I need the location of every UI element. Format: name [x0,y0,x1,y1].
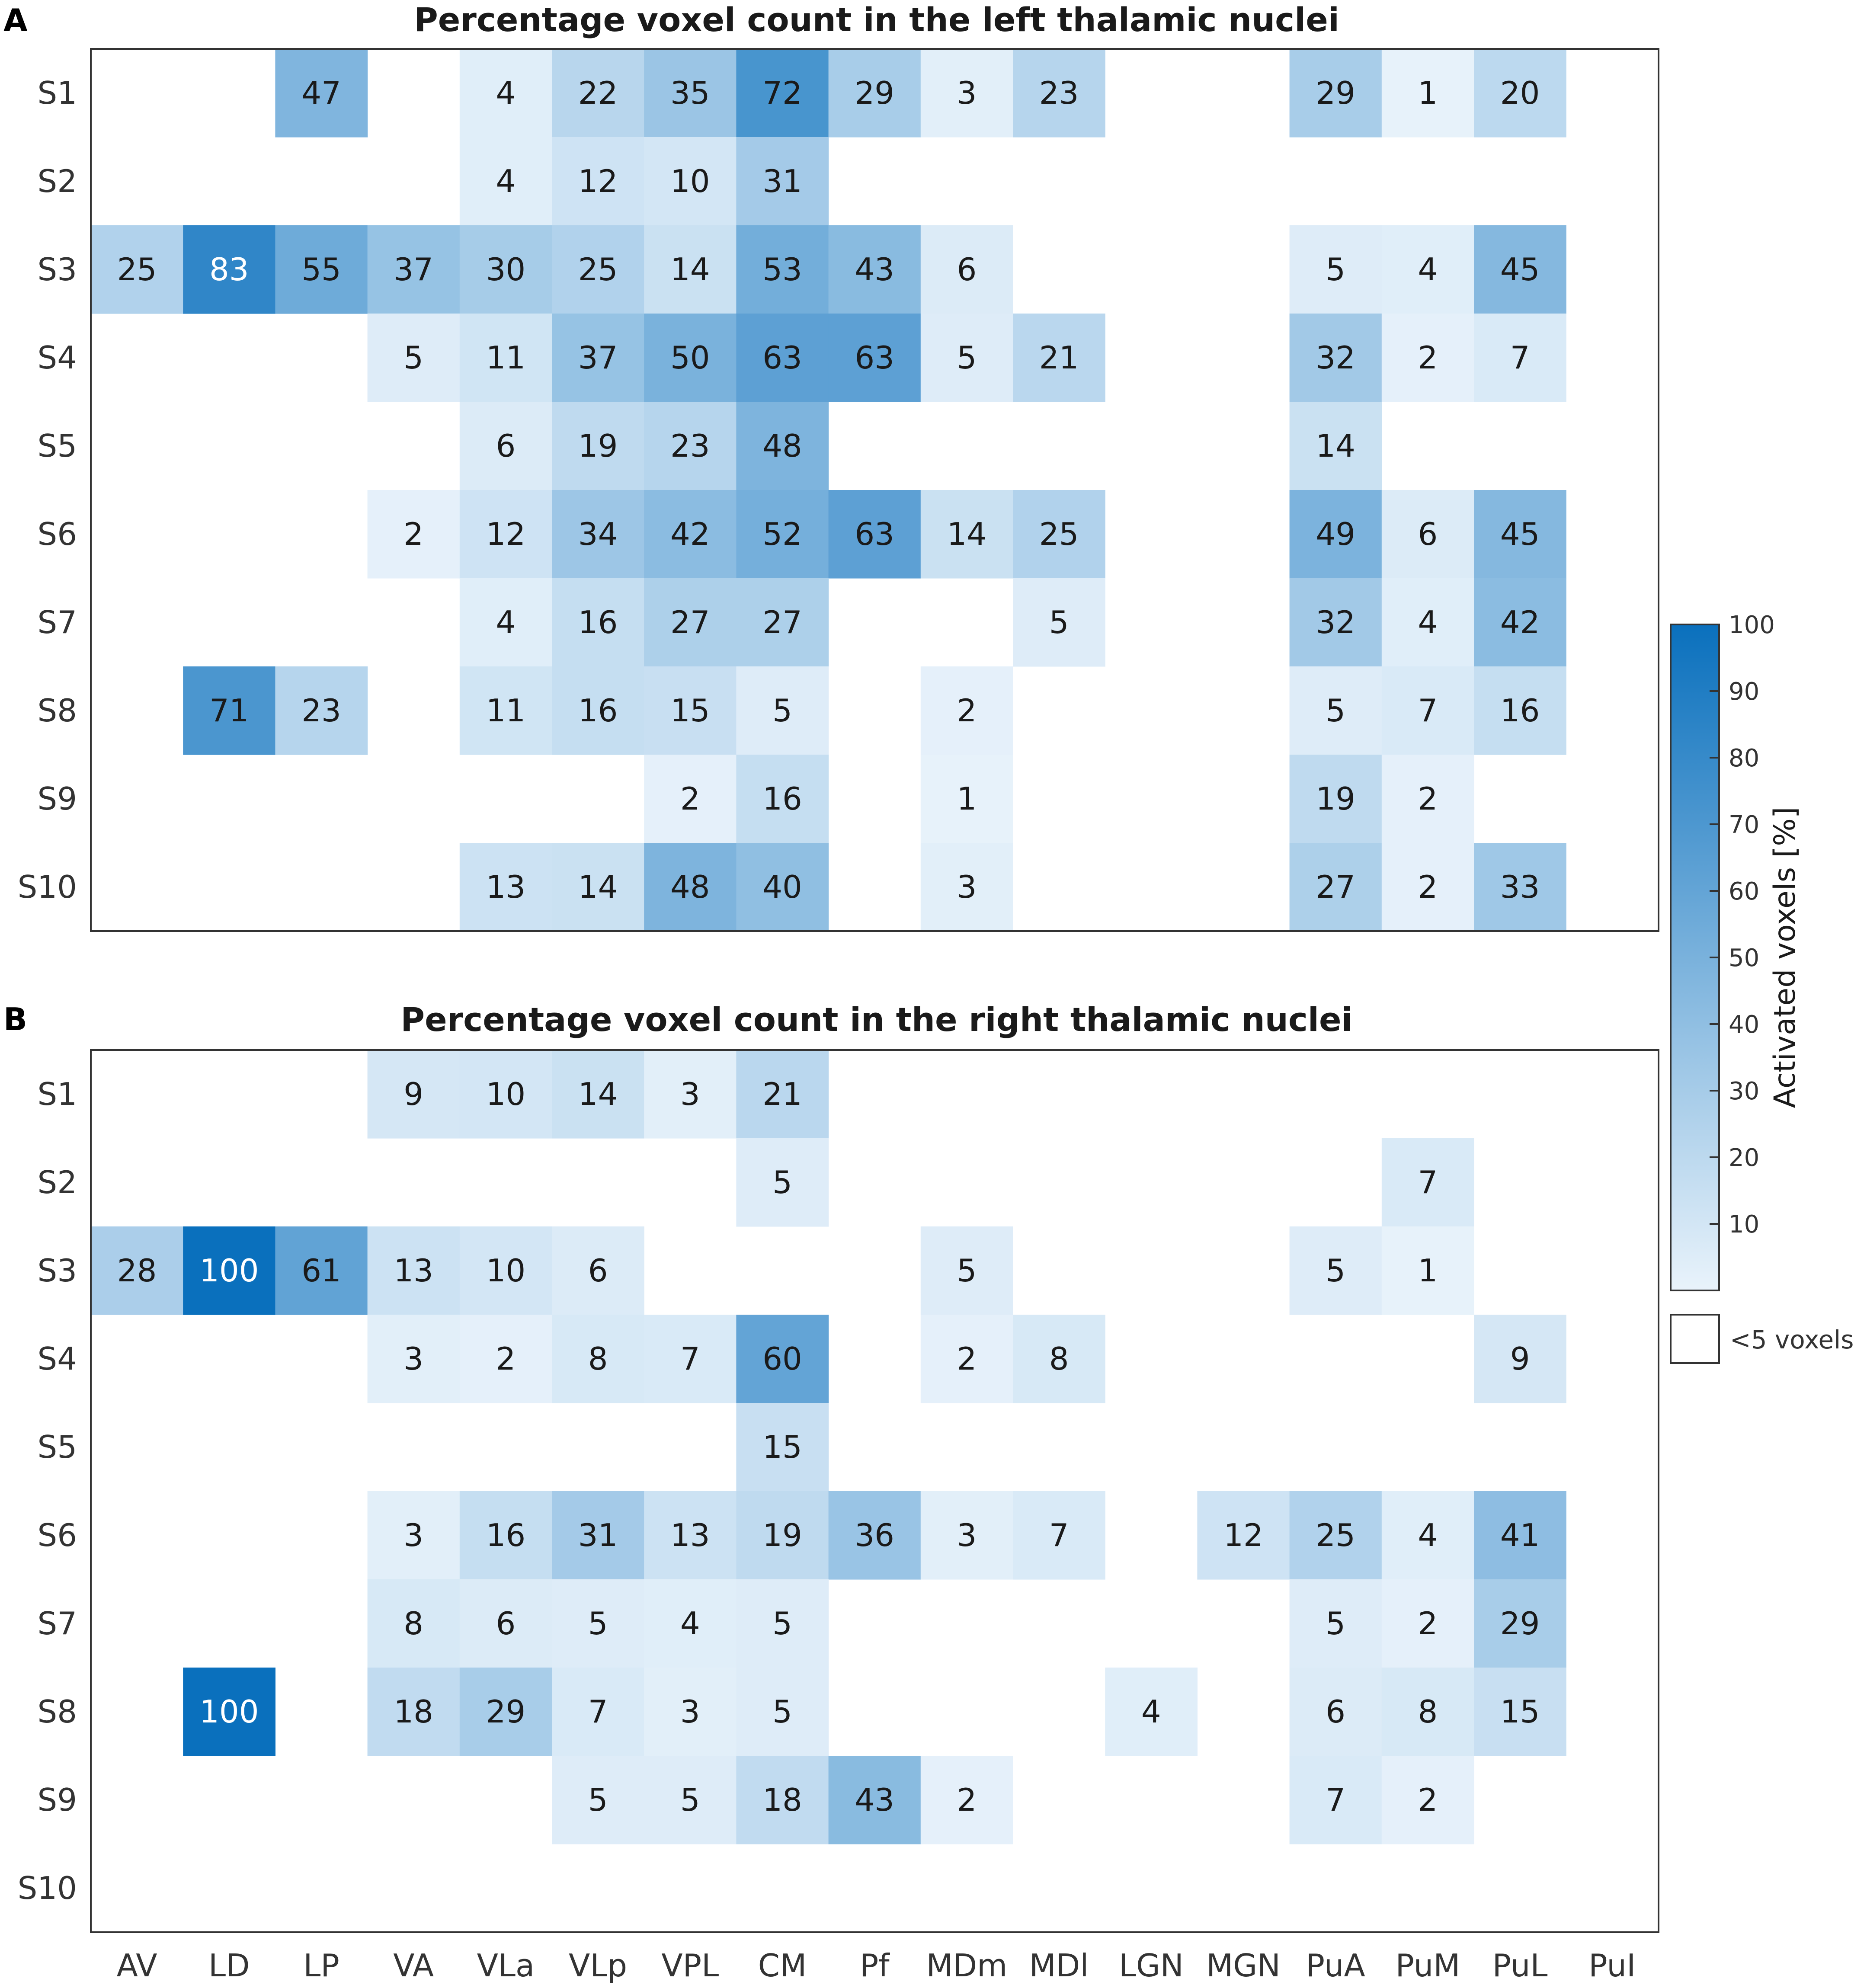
cell-value-label: 37 [578,339,618,376]
cell-value-label: 8 [588,1341,608,1377]
cell-value-label: 3 [680,1693,700,1730]
cell-value-label: 7 [588,1693,608,1730]
cell-value-label: 1 [1418,75,1438,111]
row-label: S8 [37,692,77,729]
cell-value-label: 10 [670,163,710,199]
cell-value-label: 16 [486,1517,526,1553]
cell-value-label: 32 [1316,604,1356,640]
cell-value-label: 10 [486,1076,526,1112]
cell-value-label: 7 [1049,1517,1069,1553]
cell-value-label: 5 [1326,1605,1346,1642]
cell-value-label: 25 [117,251,157,288]
column-label: VA [393,1947,434,1984]
cell-value-label: 3 [957,1517,977,1553]
cell-value-label: 4 [496,163,516,199]
cell-value-label: 18 [762,1782,802,1818]
cell-value-label: 15 [1500,1693,1540,1730]
cell-value-label: 4 [496,75,516,111]
row-label: S6 [37,516,77,552]
cell-value-label: 3 [957,75,977,111]
chart-title-left: Percentage voxel count in the left thalamic nuclei [414,0,1339,39]
cell-value-label: 16 [578,692,618,729]
cell-value-label: 27 [1316,869,1356,905]
cell-value-label: 6 [496,428,516,464]
cell-value-label: 19 [1316,781,1356,817]
cell-value-label: 60 [762,1341,802,1377]
cell-value-label: 3 [680,1076,700,1112]
cell-value-label: 23 [670,428,710,464]
cell-value-label: 43 [855,1782,895,1818]
cell-value-label: 13 [670,1517,710,1553]
cell-value-label: 50 [670,339,710,376]
cell-value-label: 4 [1141,1693,1161,1730]
cell-value-label: 11 [486,339,526,376]
cell-value-label: 7 [1326,1782,1346,1818]
cell-value-label: 5 [1326,1252,1346,1289]
row-label: S1 [37,75,77,111]
cell-value-label: 23 [1039,75,1079,111]
cell-value-label: 5 [772,1693,792,1730]
colorbar-tick-label: 10 [1729,1210,1760,1239]
cell-value-label: 3 [404,1341,424,1377]
row-label: S7 [37,1605,77,1642]
panel-letter-a: A [3,2,28,38]
cell-value-label: 5 [772,692,792,729]
cell-value-label: 29 [1500,1605,1540,1642]
column-label: Pf [859,1947,890,1984]
row-label: S9 [37,1782,77,1818]
cell-value-label: 3 [404,1517,424,1553]
cell-value-label: 2 [496,1341,516,1377]
row-labels [18,75,77,1906]
cell-value-label: 53 [762,251,802,288]
cell-value-label: 33 [1500,869,1540,905]
cell-value-label: 49 [1316,516,1356,552]
cell-value-label: 4 [1418,1517,1438,1553]
row-label: S7 [37,604,77,640]
cell-value-label: 36 [855,1517,895,1553]
cell-value-label: 29 [855,75,895,111]
cell-value-label: 40 [762,869,802,905]
cell-value-label: 21 [1039,339,1079,376]
cell-value-label: 37 [394,251,434,288]
colorbar-tick-label: 20 [1729,1144,1760,1172]
cell-value-label: 42 [1500,604,1540,640]
cell-value-label: 42 [670,516,710,552]
column-label: CM [758,1947,807,1984]
cell-value-label: 25 [578,251,618,288]
cell-value-label: 4 [1418,604,1438,640]
cell-value-label: 9 [1510,1341,1530,1377]
colorbar-tick-label: 40 [1729,1011,1760,1039]
cell-value-label: 16 [762,781,802,817]
row-label: S1 [37,1076,77,1112]
cell-value-label: 61 [301,1252,341,1289]
cell-value-label: 35 [670,75,710,111]
cell-value-label: 32 [1316,339,1356,376]
cell-value-label: 14 [947,516,987,552]
cell-value-label: 8 [404,1605,424,1642]
cell-value-label: 7 [1510,339,1530,376]
cell-value-label: 7 [680,1341,700,1377]
row-label: S4 [37,339,77,376]
cell-value-label: 63 [855,516,895,552]
cell-value-label: 2 [1418,1782,1438,1818]
cell-value-label: 3 [957,869,977,905]
column-label: PuA [1306,1947,1365,1984]
colorbar-tick-label: 80 [1729,744,1760,772]
low-count-legend-label: <5 voxels [1730,1325,1854,1354]
cell-value-label: 2 [680,781,700,817]
cell-value-label: 48 [670,869,710,905]
cell-value-label: 34 [578,516,618,552]
cell-value-label: 6 [1326,1693,1346,1730]
panel-letter-b: B [3,1001,27,1037]
chart-title-right: Percentage voxel count in the right thalamic nuclei [400,1000,1353,1039]
cell-value-label: 15 [670,692,710,729]
row-label: S4 [37,1341,77,1377]
cell-value-label: 2 [957,1341,977,1377]
cell-value-label: 6 [957,251,977,288]
cell-value-label: 28 [117,1252,157,1289]
cell-value-label: 2 [957,692,977,729]
column-label: LP [303,1947,339,1984]
cell-value-label: 1 [1418,1252,1438,1289]
cell-value-label: 25 [1316,1517,1356,1553]
right-heatmap-cells [91,1050,1566,1844]
cell-value-label: 12 [486,516,526,552]
column-label: MGN [1206,1947,1281,1984]
column-label: PuM [1395,1947,1460,1984]
cell-value-label: 4 [680,1605,700,1642]
row-label: S2 [37,163,77,199]
cell-value-label: 12 [578,163,618,199]
row-label: S10 [17,869,77,905]
cell-value-label: 13 [394,1252,434,1289]
cell-value-label: 41 [1500,1517,1540,1553]
cell-value-label: 7 [1418,1164,1438,1200]
cell-value-label: 27 [762,604,802,640]
row-label: S2 [37,1164,77,1200]
cell-value-label: 29 [486,1693,526,1730]
cell-value-label: 63 [762,339,802,376]
cell-value-label: 22 [578,75,618,111]
cell-value-label: 47 [301,75,341,111]
row-label: S8 [37,1693,77,1730]
column-label: AV [116,1947,157,1984]
cell-value-label: 43 [855,251,895,288]
left-heatmap-cells [91,49,1566,932]
cell-value-label: 55 [301,251,341,288]
cell-value-label: 18 [394,1693,434,1730]
cell-value-label: 2 [1418,869,1438,905]
row-label: S3 [37,1252,77,1289]
cell-value-label: 7 [1418,692,1438,729]
cell-value-label: 11 [486,692,526,729]
column-label: MDm [926,1947,1008,1984]
cell-value-label: 14 [578,1076,618,1112]
colorbar-tick-label: 60 [1729,877,1760,906]
cell-value-label: 100 [199,1693,259,1730]
cell-value-label: 19 [578,428,618,464]
cell-value-label: 6 [588,1252,608,1289]
cell-value-label: 5 [1326,692,1346,729]
cell-value-label: 1 [957,781,977,817]
cell-value-label: 10 [486,1252,526,1289]
cell-value-label: 31 [578,1517,618,1553]
colorbar-tick-label: 30 [1729,1077,1760,1105]
column-label: PuI [1588,1947,1636,1984]
cell-value-label: 4 [1418,251,1438,288]
cell-value-label: 5 [957,1252,977,1289]
cell-value-label: 2 [404,516,424,552]
cell-value-label: 9 [404,1076,424,1112]
cell-value-label: 45 [1500,516,1540,552]
column-label: MDl [1029,1947,1089,1984]
cell-value-label: 8 [1049,1341,1069,1377]
row-label: S3 [37,251,77,288]
cell-value-label: 21 [762,1076,802,1112]
colorbar-tick-label: 100 [1729,611,1775,639]
cell-value-label: 8 [1418,1693,1438,1730]
cell-value-label: 2 [1418,339,1438,376]
cell-value-label: 4 [496,604,516,640]
cell-value-label: 48 [762,428,802,464]
cell-value-label: 16 [1500,692,1540,729]
cell-value-label: 5 [772,1164,792,1200]
cell-value-label: 14 [670,251,710,288]
cell-value-label: 5 [588,1782,608,1818]
cell-value-label: 31 [762,163,802,199]
cell-value-label: 16 [578,604,618,640]
row-label: S9 [37,781,77,817]
cell-value-label: 2 [1418,1605,1438,1642]
colorbar-tick-label: 70 [1729,811,1760,839]
row-label: S5 [37,1429,77,1465]
cell-value-label: 2 [1418,781,1438,817]
cell-value-label: 19 [762,1517,802,1553]
row-label: S5 [37,428,77,464]
cell-value-label: 5 [588,1605,608,1642]
cell-value-label: 5 [1049,604,1069,640]
cell-value-label: 14 [1316,428,1356,464]
cell-value-label: 83 [209,251,249,288]
colorbar-tick-label: 50 [1729,944,1760,972]
column-label: LD [208,1947,250,1984]
cell-value-label: 5 [404,339,424,376]
cell-value-label: 25 [1039,516,1079,552]
cell-value-label: 100 [199,1252,259,1289]
cell-value-label: 63 [855,339,895,376]
cell-value-label: 15 [762,1429,802,1465]
cell-value-label: 6 [1418,516,1438,552]
cell-value-label: 23 [301,692,341,729]
cell-value-label: 72 [762,75,802,111]
column-label: VLp [569,1947,628,1984]
column-labels [117,1947,1636,1984]
low-count-legend-swatch [1671,1315,1719,1363]
cell-value-label: 12 [1223,1517,1263,1553]
cell-value-label: 14 [578,869,618,905]
cell-value-label: 29 [1316,75,1356,111]
cell-value-label: 30 [486,251,526,288]
cell-value-label: 20 [1500,75,1540,111]
cell-value-label: 5 [957,339,977,376]
column-label: PuL [1492,1947,1548,1984]
cell-value-label: 2 [957,1782,977,1818]
cell-value-label: 27 [670,604,710,640]
column-label: VLa [477,1947,535,1984]
cell-value-label: 13 [486,869,526,905]
cell-value-label: 5 [772,1605,792,1642]
cell-value-label: 71 [209,692,249,729]
cell-value-label: 6 [496,1605,516,1642]
cell-value-label: 5 [680,1782,700,1818]
column-label: VPL [661,1947,719,1984]
column-label: LGN [1118,1947,1184,1984]
row-label: S10 [17,1870,77,1906]
row-label: S6 [37,1517,77,1553]
cell-value-label: 52 [762,516,802,552]
colorbar-label: Activated voxels [%] [1768,807,1802,1108]
cell-value-label: 5 [1326,251,1346,288]
cell-value-label: 45 [1500,251,1540,288]
colorbar-tick-label: 90 [1729,678,1760,706]
